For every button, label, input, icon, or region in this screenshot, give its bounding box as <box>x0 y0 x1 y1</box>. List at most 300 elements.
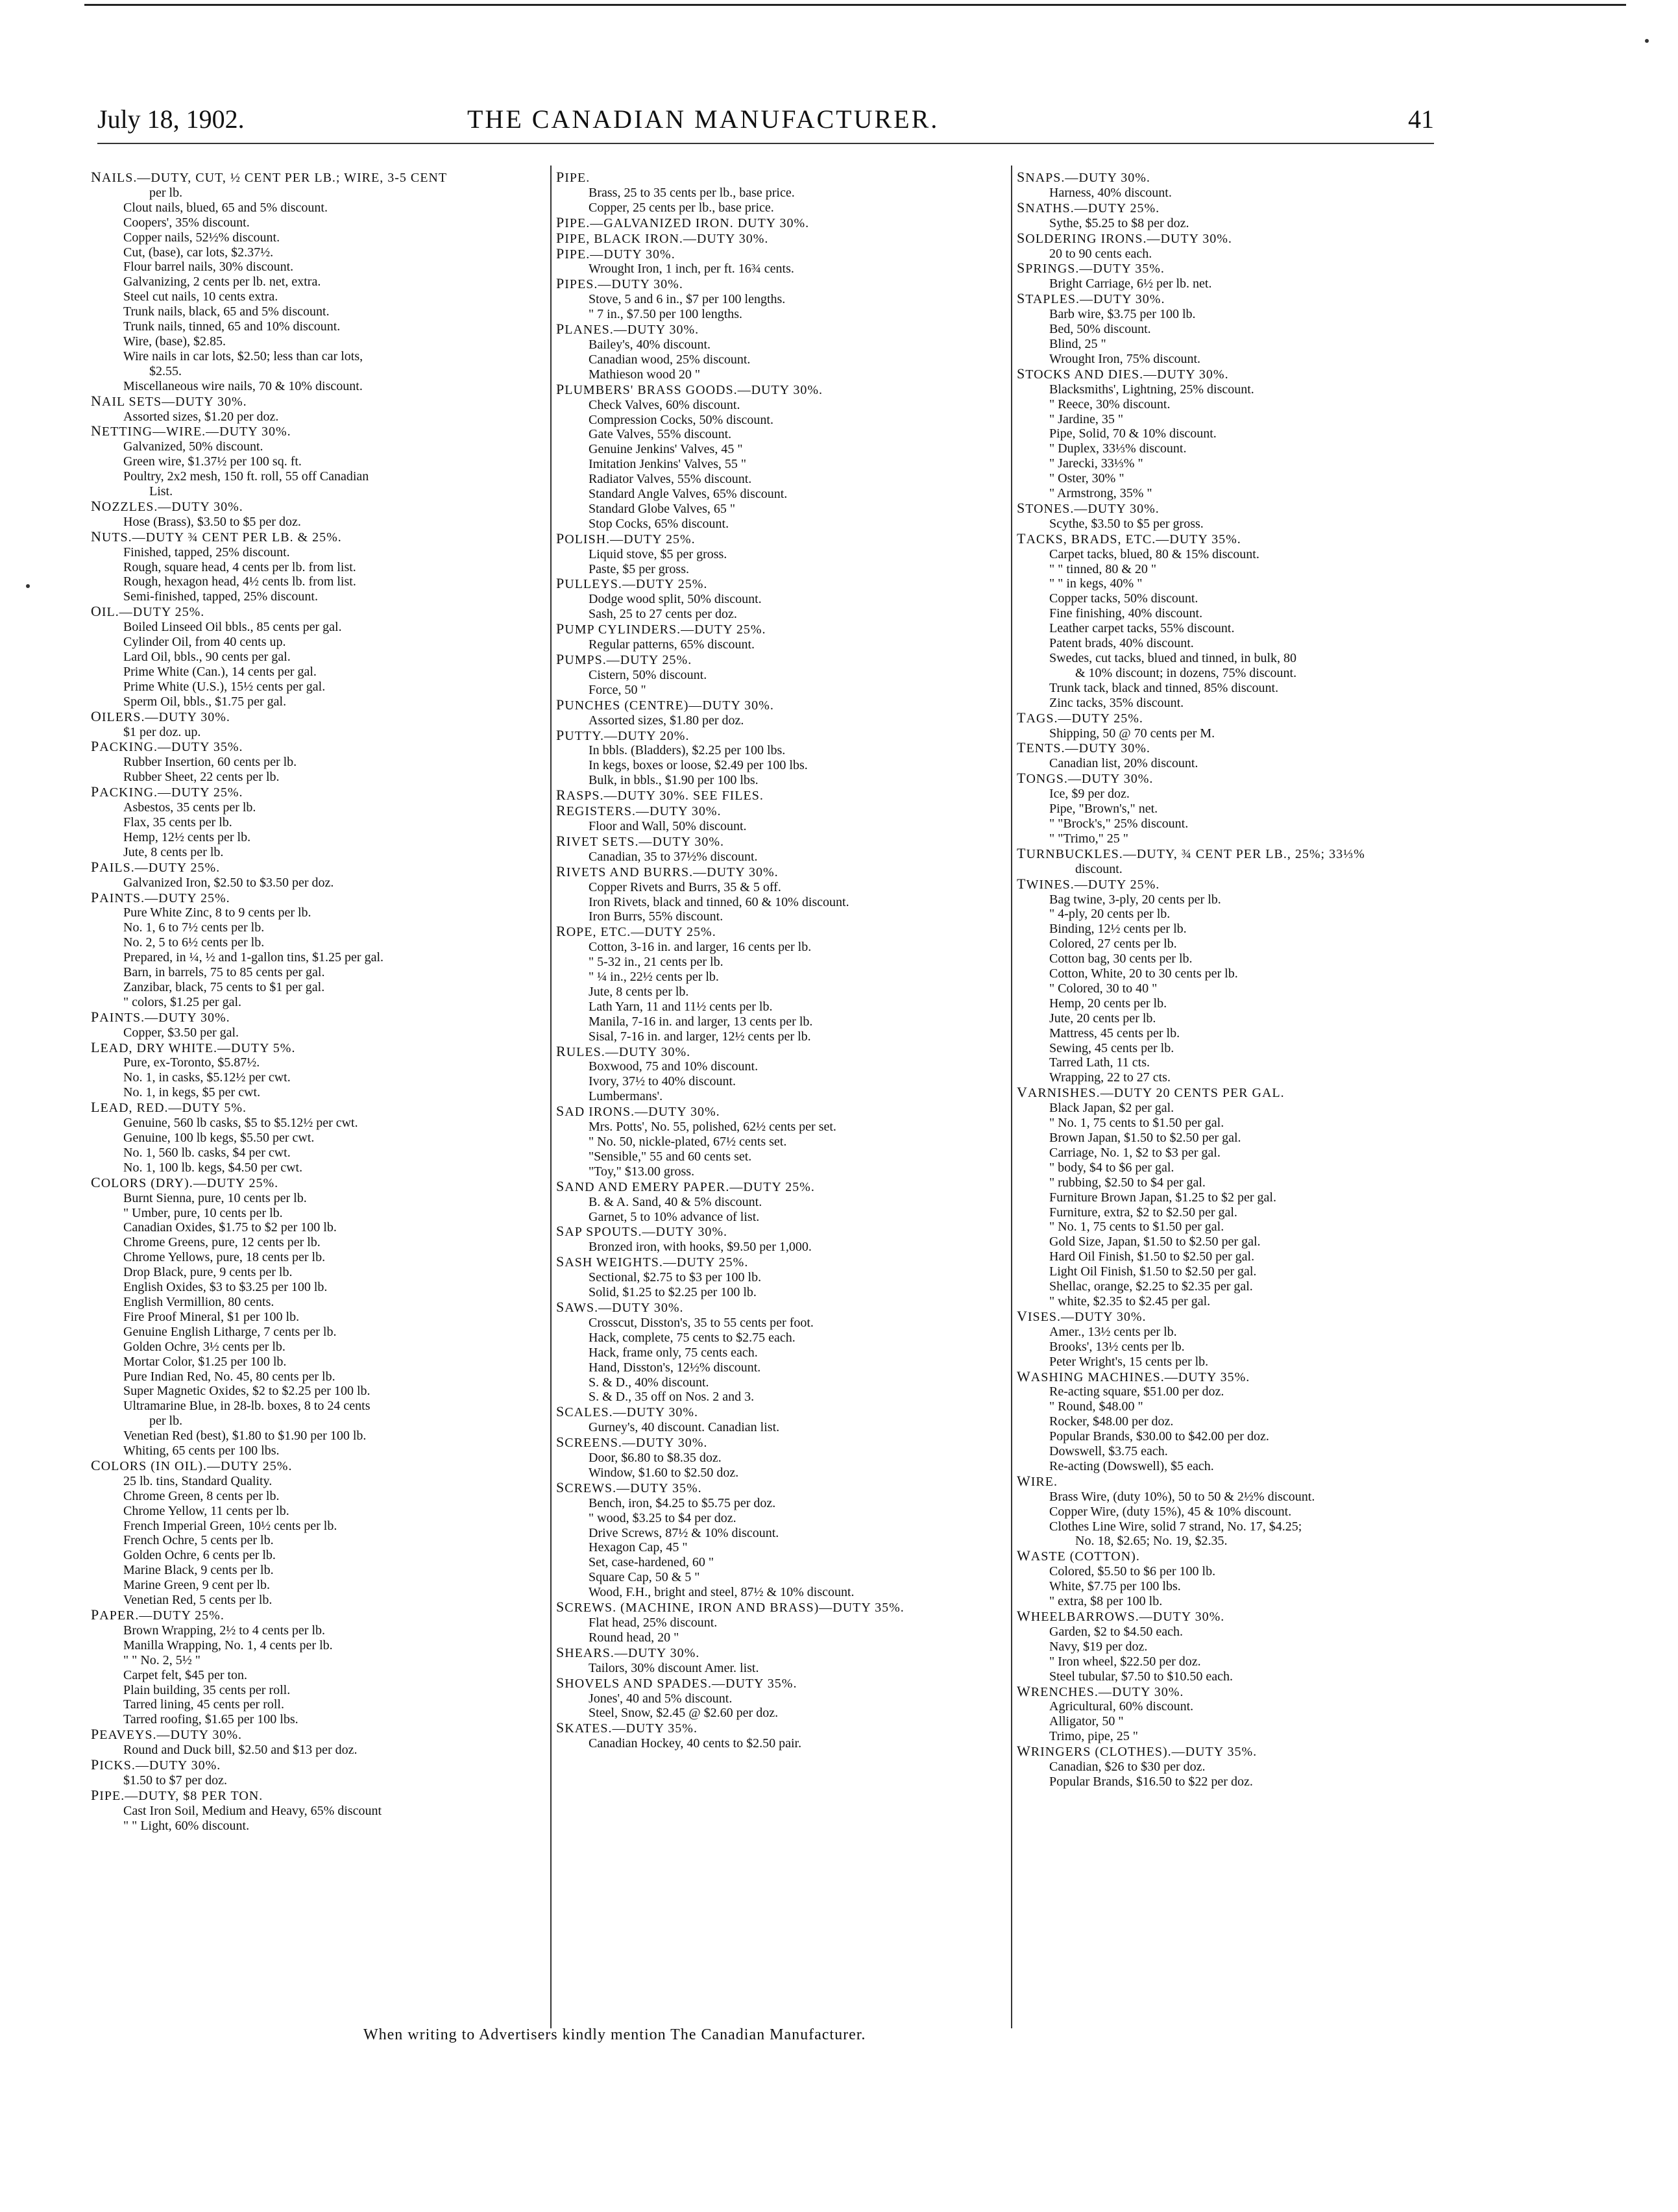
price-entry-line: Wrought Iron, 75% discount. <box>1049 351 1201 366</box>
price-entry-heading: REGISTERS.—DUTY 30%. <box>556 804 722 819</box>
price-entry-line: Wrought Iron, 1 inch, per ft. 16¾ cents. <box>589 262 794 276</box>
price-entry-line: Trunk tack, black and tinned, 85% discount. <box>1049 680 1279 695</box>
price-entry-line: Genuine, 560 lb casks, $5 to $5.12½ per cwt. <box>123 1116 358 1131</box>
price-entry-line: " No. 1, 75 cents to $1.50 per gal. <box>1049 1116 1224 1131</box>
price-entry-line: Sectional, $2.75 to $3 per 100 lb. <box>589 1270 762 1285</box>
price-entry-line: Mattress, 45 cents per lb. <box>1049 1026 1180 1040</box>
price-entry-line: Wood, F.H., bright and steel, 87½ & 10% discount. <box>589 1585 855 1600</box>
price-entry-heading: PUMPS.—DUTY 25%. <box>556 652 692 667</box>
price-entry-heading: PACKING.—DUTY 25%. <box>91 785 243 800</box>
price-entry-line: Copper, 25 cents per lb., base price. <box>589 200 774 215</box>
price-entry-line: Barb wire, $3.75 per 100 lb. <box>1049 307 1196 322</box>
price-entry-line: Burnt Sienna, pure, 10 cents per lb. <box>123 1190 307 1205</box>
price-entry-line: Stove, 5 and 6 in., $7 per 100 lengths. <box>589 292 786 307</box>
price-entry-line: Fine finishing, 40% discount. <box>1049 606 1203 621</box>
price-entry-line: Brass Wire, (duty 10%), 50 to 50 & 2½% discount. <box>1049 1489 1315 1504</box>
price-entry-line: Marine Black, 9 cents per lb. <box>123 1563 274 1578</box>
price-entry-line: Sperm Oil, bbls., $1.75 per gal. <box>123 694 287 709</box>
price-entry-heading: PIPE.—DUTY 30%. <box>556 246 675 262</box>
price-entry-line: Sythe, $5.25 to $8 per doz. <box>1049 215 1189 230</box>
price-entry-heading: NUTS.—DUTY ¾ CENT PER LB. & 25%. <box>91 529 342 545</box>
price-entry-line: Binding, 12½ cents per lb. <box>1049 922 1187 937</box>
price-entry-line: Rough, square head, 4 cents per lb. from list. <box>123 559 356 574</box>
price-list-column-1 <box>91 170 542 1834</box>
price-entry-line: Hack, complete, 75 cents to $2.75 each. <box>589 1330 796 1345</box>
price-entry-line: Sewing, 45 cents per lb. <box>1049 1040 1174 1055</box>
price-entry-line: Iron Burrs, 55% discount. <box>589 909 723 924</box>
price-entry-line: Popular Brands, $16.50 to $22 per doz. <box>1049 1774 1253 1789</box>
price-entry-line: Solid, $1.25 to $2.25 per 100 lb. <box>589 1285 757 1300</box>
price-entry-heading: COLORS (IN OIL).—DUTY 25%. <box>91 1458 293 1473</box>
price-entry-line: Cistern, 50% discount. <box>589 667 707 682</box>
price-entry-line: Marine Green, 9 cent per lb. <box>123 1578 271 1593</box>
price-entry-heading: OILERS.—DUTY 30%. <box>91 709 230 724</box>
price-entry-line: Popular Brands, $30.00 to $42.00 per doz. <box>1049 1429 1269 1444</box>
price-entry-line: Hose (Brass), $3.50 to $5 per doz. <box>123 514 301 529</box>
price-entry-line: Genuine, 100 lb kegs, $5.50 per cwt. <box>123 1131 315 1145</box>
price-entry-heading: SAWS.—DUTY 30%. <box>556 1299 684 1315</box>
price-entry-line: Cut, (base), car lots, $2.37½. <box>123 245 274 260</box>
price-entry-line: $2.55. <box>149 363 182 378</box>
price-entry-heading: WHEELBARROWS.—DUTY 30%. <box>1017 1609 1225 1624</box>
price-entry-line: Boxwood, 75 and 10% discount. <box>589 1059 759 1074</box>
price-entry-line: Standard Globe Valves, 65 " <box>589 501 736 516</box>
price-entry-line: " rubbing, $2.50 to $4 per gal. <box>1049 1175 1206 1190</box>
price-entry-line: Light Oil Finish, $1.50 to $2.50 per gal. <box>1049 1264 1257 1279</box>
price-entry-line: Furniture Brown Japan, $1.25 to $2 per gal. <box>1049 1190 1276 1205</box>
price-entry-line: Swedes, cut tacks, blued and tinned, in bulk, 80 <box>1049 651 1297 665</box>
price-entry-line: Assorted sizes, $1.20 per doz. <box>123 409 279 424</box>
price-entry-line: Regular patterns, 65% discount. <box>589 637 755 652</box>
price-entry-line: " colors, $1.25 per gal. <box>123 994 242 1009</box>
price-entry-line: " Umber, pure, 10 cents per lb. <box>123 1205 283 1220</box>
price-entry-line: Brown Wrapping, 2½ to 4 cents per lb. <box>123 1623 325 1638</box>
price-entry-line: Colored, $5.50 to $6 per 100 lb. <box>1049 1564 1216 1579</box>
price-entry-line: Tarred roofing, $1.65 per 100 lbs. <box>123 1712 298 1727</box>
price-entry-line: Mortar Color, $1.25 per 100 lb. <box>123 1354 287 1369</box>
price-entry-line: Window, $1.60 to $2.50 doz. <box>589 1465 739 1480</box>
price-entry-line: Semi-finished, tapped, 25% discount. <box>123 589 318 604</box>
price-entry-line: Golden Ochre, 3½ cents per lb. <box>123 1339 286 1354</box>
price-entry-line: Door, $6.80 to $8.35 doz. <box>589 1451 722 1466</box>
price-entry-line: Iron Rivets, black and tinned, 60 & 10% discount. <box>589 894 849 909</box>
price-entry-line: "Sensible," 55 and 60 cents set. <box>589 1149 752 1164</box>
price-list-column-3 <box>1017 170 1445 1789</box>
price-entry-line: Clothes Line Wire, solid 7 strand, No. 17, $4.25; <box>1049 1519 1302 1534</box>
price-entry-heading: PUNCHES (CENTRE)—DUTY 30%. <box>556 697 774 713</box>
price-entry-line: $1 per doz. up. <box>123 724 201 739</box>
price-entry-heading: NAIL SETS—DUTY 30%. <box>91 393 247 409</box>
price-entry-heading: PUTTY.—DUTY 20%. <box>556 728 690 743</box>
price-entry-line: Brooks', 13½ cents per lb. <box>1049 1339 1185 1354</box>
price-entry-heading: SCREWS. (MACHINE, IRON AND BRASS)—DUTY 35%. <box>556 1600 905 1616</box>
price-entry-line: per lb. <box>149 1414 183 1429</box>
price-entry-line: Wire, (base), $2.85. <box>123 334 226 349</box>
price-entry-line: Bag twine, 3-ply, 20 cents per lb. <box>1049 892 1221 907</box>
price-entry-line: Garden, $2 to $4.50 each. <box>1049 1624 1184 1639</box>
price-entry-line: Clout nails, blued, 65 and 5% discount. <box>123 200 328 215</box>
price-entry-line: In bbls. (Bladders), $2.25 per 100 lbs. <box>589 743 786 758</box>
price-entry-line: " Oster, 30% " <box>1049 471 1125 486</box>
advertiser-footer-note: When writing to Advertisers kindly mention The Canadian Manufacturer. <box>363 2026 866 2043</box>
price-entry-line: Drive Screws, 87½ & 10% discount. <box>589 1525 779 1540</box>
price-entry-line: No. 2, 5 to 6½ cents per lb. <box>123 935 265 950</box>
price-entry-heading: RULES.—DUTY 30%. <box>556 1044 691 1059</box>
price-entry-heading: PIPE.—DUTY, $8 PER TON. <box>91 1788 263 1803</box>
price-entry-heading: PACKING.—DUTY 35%. <box>91 739 243 755</box>
price-entry-line: Cylinder Oil, from 40 cents up. <box>123 635 286 650</box>
price-entry-line: Brass, 25 to 35 cents per lb., base price. <box>589 185 795 200</box>
price-entry-line: Pipe, Solid, 70 & 10% discount. <box>1049 426 1217 441</box>
price-entry-line: Hemp, 20 cents per lb. <box>1049 996 1167 1011</box>
price-entry-line: Harness, 40% discount. <box>1049 185 1172 200</box>
price-entry-heading: PIPE.—GALVANIZED IRON. DUTY 30%. <box>556 215 810 230</box>
price-entry-line: Copper, $3.50 per gal. <box>123 1025 239 1040</box>
price-entry-line: Hexagon Cap, 45 " <box>589 1540 688 1555</box>
price-entry-line: Mathieson wood 20 " <box>589 367 701 382</box>
price-entry-line: 25 lb. tins, Standard Quality. <box>123 1473 273 1488</box>
running-head <box>97 104 1434 143</box>
price-entry-line: Jute, 8 cents per lb. <box>589 984 689 999</box>
price-entry-line: " extra, $8 per 100 lb. <box>1049 1594 1163 1609</box>
price-entry-line: French Ochre, 5 cents per lb. <box>123 1533 274 1548</box>
price-entry-line: Venetian Red, 5 cents per lb. <box>123 1593 273 1608</box>
price-entry-line: Flax, 35 cents per lb. <box>123 815 232 830</box>
price-entry-line: Gurney's, 40 discount. Canadian list. <box>589 1420 780 1435</box>
price-entry-line: Gold Size, Japan, $1.50 to $2.50 per gal. <box>1049 1235 1261 1249</box>
price-entry-line: Scythe, $3.50 to $5 per gross. <box>1049 516 1204 531</box>
price-entry-line: per lb. <box>149 185 183 200</box>
price-entry-line: Poultry, 2x2 mesh, 150 ft. roll, 55 off Canadian <box>123 469 369 484</box>
price-entry-line: Sash, 25 to 27 cents per doz. <box>589 607 737 622</box>
price-entry-line: Pure Indian Red, No. 45, 80 cents per lb. <box>123 1369 335 1384</box>
price-entry-line: Pure, ex-Toronto, $5.87½. <box>123 1055 260 1070</box>
price-entry-heading: SCREENS.—DUTY 30%. <box>556 1435 708 1451</box>
price-entry-line: $1.50 to $7 per doz. <box>123 1773 227 1788</box>
price-entry-line: Rocker, $48.00 per doz. <box>1049 1414 1174 1429</box>
price-entry-line: Bright Carriage, 6½ per lb. net. <box>1049 276 1212 291</box>
price-entry-line: Canadian list, 20% discount. <box>1049 756 1198 771</box>
price-entry-line: " "Trimo," 25 " <box>1049 831 1128 846</box>
price-entry-line: Whiting, 65 cents per 100 lbs. <box>123 1444 280 1458</box>
price-entry-line: Peter Wright's, 15 cents per lb. <box>1049 1354 1209 1369</box>
price-entry-heading: SAND AND EMERY PAPER.—DUTY 25%. <box>556 1179 815 1194</box>
price-entry-line: Zanzibar, black, 75 cents to $1 per gal. <box>123 979 325 994</box>
price-entry-line: " " Light, 60% discount. <box>123 1818 250 1833</box>
price-entry-line: Crosscut, Disston's, 35 to 55 cents per foot. <box>589 1315 814 1330</box>
price-entry-line: Colored, 27 cents per lb. <box>1049 937 1177 952</box>
price-entry-heading: ROPE, ETC.—DUTY 25%. <box>556 924 716 940</box>
price-entry-heading: TONGS.—DUTY 30%. <box>1017 771 1154 787</box>
price-entry-line: Round head, 20 " <box>589 1630 679 1645</box>
price-entry-line: Bailey's, 40% discount. <box>589 337 711 352</box>
price-entry-heading: PAINTS.—DUTY 30%. <box>91 1009 230 1025</box>
price-entry-line: Fire Proof Mineral, $1 per 100 lb. <box>123 1309 300 1324</box>
price-entry-line: Canadian, $26 to $30 per doz. <box>1049 1760 1206 1775</box>
price-entry-line: No. 18, $2.65; No. 19, $2.35. <box>1075 1534 1228 1549</box>
price-entry-line: Cast Iron Soil, Medium and Heavy, 65% discount <box>123 1803 382 1818</box>
price-entry-line: discount. <box>1075 861 1123 876</box>
price-entry-line: Alligator, 50 " <box>1049 1714 1124 1729</box>
price-entry-line: Galvanized, 50% discount. <box>123 439 263 454</box>
price-entry-line: Amer., 13½ cents per lb. <box>1049 1324 1177 1339</box>
price-entry-heading: PULLEYS.—DUTY 25%. <box>556 576 708 592</box>
price-entry-heading: SHEARS.—DUTY 30%. <box>556 1645 700 1660</box>
price-entry-heading: NAILS.—DUTY, CUT, ½ CENT PER LB.; WIRE, 3-5 CENT <box>91 170 448 185</box>
price-entry-heading: WRINGERS (CLOTHES).—DUTY 35%. <box>1017 1744 1258 1760</box>
price-entry-line: No. 1, in casks, $5.12½ per cwt. <box>123 1070 291 1085</box>
price-entry-heading: SNAPS.—DUTY 30%. <box>1017 170 1150 185</box>
price-entry-line: Finished, tapped, 25% discount. <box>123 545 290 559</box>
price-entry-line: Copper tacks, 50% discount. <box>1049 591 1198 606</box>
price-entry-line: Flour barrel nails, 30% discount. <box>123 260 294 275</box>
price-entry-line: Hemp, 12½ cents per lb. <box>123 830 251 844</box>
top-border-rule <box>84 4 1626 6</box>
price-entry-heading: SCALES.—DUTY 30%. <box>556 1405 699 1420</box>
price-entry-line: Garnet, 5 to 10% advance of list. <box>589 1209 760 1224</box>
price-entry-line: Rough, hexagon head, 4½ cents lb. from list. <box>123 574 356 589</box>
header-rule <box>97 143 1434 144</box>
price-entry-heading: PIPE, BLACK IRON.—DUTY 30%. <box>556 230 769 246</box>
price-entry-heading: VISES.—DUTY 30%. <box>1017 1309 1147 1324</box>
price-entry-heading: NOZZLES.—DUTY 30%. <box>91 498 243 514</box>
price-entry-heading: SCREWS.—DUTY 35%. <box>556 1480 702 1495</box>
price-entry-line: Prepared, in ¼, ½ and 1-gallon tins, $1.25 per gal. <box>123 950 384 965</box>
price-entry-line: Trunk nails, black, 65 and 5% discount. <box>123 304 330 319</box>
price-entry-heading: TACKS, BRADS, ETC.—DUTY 35%. <box>1017 531 1241 547</box>
price-entry-heading: RASPS.—DUTY 30%. SEE FILES. <box>556 788 764 804</box>
price-entry-line: " 4-ply, 20 cents per lb. <box>1049 907 1171 922</box>
price-entry-line: Blind, 25 " <box>1049 336 1106 351</box>
price-entry-line: Ultramarine Blue, in 28-lb. boxes, 8 to 24 cents <box>123 1399 371 1414</box>
price-entry-heading: RIVET SETS.—DUTY 30%. <box>556 833 725 849</box>
price-entry-line: Pipe, "Brown's," net. <box>1049 802 1158 817</box>
price-entry-line: Rubber Insertion, 60 cents per lb. <box>123 755 297 770</box>
price-entry-heading: COLORS (DRY).—DUTY 25%. <box>91 1175 279 1190</box>
price-entry-line: Genuine Jenkins' Valves, 45 " <box>589 442 743 457</box>
price-entry-line: Manilla Wrapping, No. 1, 4 cents per lb. <box>123 1638 333 1653</box>
publication-title: THE CANADIAN MANUFACTURER. <box>467 104 940 134</box>
price-entry-line: " No. 50, nickle-plated, 67½ cents set. <box>589 1135 787 1149</box>
price-entry-line: Galvanized Iron, $2.50 to $3.50 per doz. <box>123 875 334 890</box>
price-entry-heading: RIVETS AND BURRS.—DUTY 30%. <box>556 864 779 879</box>
price-entry-line: Compression Cocks, 50% discount. <box>589 412 773 427</box>
price-entry-line: Hack, frame only, 75 cents each. <box>589 1345 758 1360</box>
price-entry-line: Carpet felt, $45 per ton. <box>123 1667 248 1682</box>
price-entry-line: Boiled Linseed Oil bbls., 85 cents per gal. <box>123 620 342 635</box>
price-entry-line: Gate Valves, 55% discount. <box>589 427 732 442</box>
price-entry-line: Assorted sizes, $1.80 per doz. <box>589 713 744 728</box>
price-entry-line: Paste, $5 per gross. <box>589 561 689 576</box>
price-entry-line: " 7 in., $7.50 per 100 lengths. <box>589 307 743 322</box>
price-entry-heading: SPRINGS.—DUTY 35%. <box>1017 261 1165 276</box>
price-entry-heading: PIPE. <box>556 170 590 185</box>
price-entry-heading: TAGS.—DUTY 25%. <box>1017 710 1143 726</box>
price-entry-line: Trunk nails, tinned, 65 and 10% discount. <box>123 319 341 334</box>
price-entry-heading: PLUMBERS' BRASS GOODS.—DUTY 30%. <box>556 382 823 397</box>
price-entry-line: Check Valves, 60% discount. <box>589 397 740 412</box>
price-entry-line: Cotton, White, 20 to 30 cents per lb. <box>1049 966 1238 981</box>
price-entry-heading: TENTS.—DUTY 30%. <box>1017 741 1150 756</box>
price-entry-line: Standard Angle Valves, 65% discount. <box>589 487 788 502</box>
price-entry-line: Jones', 40 and 5% discount. <box>589 1691 733 1706</box>
price-entry-line: Chrome Greens, pure, 12 cents per lb. <box>123 1235 321 1250</box>
price-entry-line: Asbestos, 35 cents per lb. <box>123 800 256 815</box>
price-entry-line: No. 1, 6 to 7½ cents per lb. <box>123 920 265 935</box>
price-entry-line: Tarred lining, 45 cents per roll. <box>123 1697 284 1712</box>
price-entry-heading: SNATHS.—DUTY 25%. <box>1017 200 1160 215</box>
price-entry-line: Wire nails in car lots, $2.50; less than car lots, <box>123 349 363 363</box>
price-entry-heading: PIPES.—DUTY 30%. <box>556 276 683 292</box>
price-entry-line: Bed, 50% discount. <box>1049 322 1151 337</box>
price-entry-line: Chrome Yellow, 11 cents per lb. <box>123 1503 289 1518</box>
price-entry-line: Ivory, 37½ to 40% discount. <box>589 1074 736 1089</box>
price-entry-line: S. & D., 40% discount. <box>589 1375 709 1390</box>
price-entry-line: Zinc tacks, 35% discount. <box>1049 695 1184 710</box>
price-entry-line: Steel, Snow, $2.45 @ $2.60 per doz. <box>589 1706 779 1721</box>
column-divider-2 <box>1011 166 1012 2028</box>
price-entry-line: Plain building, 35 cents per roll. <box>123 1682 291 1697</box>
price-entry-line: Patent brads, 40% discount. <box>1049 636 1194 651</box>
price-entry-line: Agricultural, 60% discount. <box>1049 1699 1194 1714</box>
price-entry-line: Mrs. Potts', No. 55, polished, 62½ cents per set. <box>589 1120 836 1135</box>
price-entry-line: Canadian Hockey, 40 cents to $2.50 pair. <box>589 1736 802 1751</box>
price-list-column-2 <box>556 170 1004 1751</box>
price-entry-line: " " in kegs, 40% " <box>1049 576 1143 591</box>
price-entry-heading: SAD IRONS.—DUTY 30%. <box>556 1104 720 1120</box>
price-entry-heading: TWINES.—DUTY 25%. <box>1017 876 1160 892</box>
issue-date: July 18, 1902. <box>97 104 245 134</box>
price-entry-line: Copper Wire, (duty 15%), 45 & 10% discount. <box>1049 1504 1292 1519</box>
price-entry-line: Prime White (U.S.), 15½ cents per gal. <box>123 679 326 694</box>
price-entry-line: Square Cap, 50 & 5 " <box>589 1570 700 1585</box>
price-entry-line: " Armstrong, 35% " <box>1049 486 1152 501</box>
price-entry-line: "Toy," $13.00 gross. <box>589 1164 695 1179</box>
price-entry-line: " " No. 2, 5½ " <box>123 1653 201 1667</box>
price-entry-line: Round and Duck bill, $2.50 and $13 per doz. <box>123 1743 358 1758</box>
price-entry-line: Lard Oil, bbls., 90 cents per gal. <box>123 650 291 664</box>
price-entry-heading: OIL.—DUTY 25%. <box>91 604 205 620</box>
price-entry-line: 20 to 90 cents each. <box>1049 246 1152 261</box>
price-entry-line: Chrome Yellows, pure, 18 cents per lb. <box>123 1250 326 1265</box>
price-entry-line: Ice, $9 per doz. <box>1049 787 1130 802</box>
price-entry-line: " " tinned, 80 & 20 " <box>1049 561 1157 576</box>
price-entry-heading: NETTING—WIRE.—DUTY 30%. <box>91 424 291 439</box>
price-entry-line: S. & D., 35 off on Nos. 2 and 3. <box>589 1390 755 1405</box>
price-entry-line: Bronzed iron, with hooks, $9.50 per 1,000. <box>589 1240 812 1255</box>
price-entry-line: Re-acting (Dowswell), $5 each. <box>1049 1458 1214 1473</box>
price-entry-line: Barn, in barrels, 75 to 85 cents per gal. <box>123 965 325 980</box>
price-entry-line: No. 1, 100 lb. kegs, $4.50 per cwt. <box>123 1160 303 1175</box>
price-entry-line: " body, $4 to $6 per gal. <box>1049 1160 1174 1175</box>
price-entry-line: Imitation Jenkins' Valves, 55 " <box>589 457 747 472</box>
price-entry-heading: WASTE (COTTON). <box>1017 1549 1140 1564</box>
price-entry-heading: PLANES.—DUTY 30%. <box>556 322 699 338</box>
price-entry-line: Steel cut nails, 10 cents extra. <box>123 289 278 304</box>
column-divider-1 <box>550 166 552 2028</box>
price-entry-line: Golden Ochre, 6 cents per lb. <box>123 1548 276 1563</box>
price-entry-line: No. 1, in kegs, $5 per cwt. <box>123 1085 261 1100</box>
price-entry-line: Trimo, pipe, 25 " <box>1049 1729 1138 1744</box>
price-entry-line: Set, case-hardened, 60 " <box>589 1555 714 1570</box>
price-entry-line: Canadian Oxides, $1.75 to $2 per 100 lb. <box>123 1220 337 1235</box>
price-entry-line: " ¼ in., 22½ cents per lb. <box>589 970 719 985</box>
price-entry-heading: STONES.—DUTY 30%. <box>1017 500 1160 516</box>
page-number: 41 <box>1408 104 1434 134</box>
price-entry-line: " Iron wheel, $22.50 per doz. <box>1049 1654 1201 1669</box>
price-entry-line: Manila, 7-16 in. and larger, 13 cents per lb. <box>589 1014 813 1029</box>
price-entry-line: Blacksmiths', Lightning, 25% discount. <box>1049 382 1254 397</box>
price-entry-heading: LEAD, RED.—DUTY 5%. <box>91 1100 247 1116</box>
price-entry-line: Tarred Lath, 11 cts. <box>1049 1055 1150 1070</box>
price-entry-line: Dodge wood split, 50% discount. <box>589 592 762 607</box>
price-entry-line: " Round, $48.00 " <box>1049 1399 1143 1414</box>
price-entry-line: Sisal, 7-16 in. and larger, 12½ cents per lb. <box>589 1029 811 1044</box>
price-entry-line: English Oxides, $3 to $3.25 per 100 lb. <box>123 1280 328 1295</box>
price-entry-line: Cotton, 3-16 in. and larger, 16 cents per lb. <box>589 940 812 955</box>
price-entry-line: Rubber Sheet, 22 cents per lb. <box>123 770 280 785</box>
price-entry-line: Wrapping, 22 to 27 cts. <box>1049 1070 1171 1085</box>
price-entry-line: Hard Oil Finish, $1.50 to $2.50 per gal. <box>1049 1249 1255 1264</box>
price-entry-heading: LEAD, DRY WHITE.—DUTY 5%. <box>91 1040 296 1055</box>
price-entry-heading: TURNBUCKLES.—DUTY, ¾ CENT PER LB., 25%; 33⅓% <box>1017 846 1365 861</box>
price-entry-heading: VARNISHES.—DUTY 20 CENTS PER GAL. <box>1017 1085 1285 1101</box>
price-entry-line: Tailors, 30% discount Amer. list. <box>589 1660 759 1675</box>
price-entry-line: " Duplex, 33⅓% discount. <box>1049 441 1187 456</box>
price-entry-heading: SKATES.—DUTY 35%. <box>556 1721 698 1736</box>
price-entry-line: " No. 1, 75 cents to $1.50 per gal. <box>1049 1220 1224 1235</box>
price-entry-heading: STAPLES.—DUTY 30%. <box>1017 291 1165 307</box>
price-entry-line: List. <box>149 484 173 499</box>
price-entry-heading: PUMP CYLINDERS.—DUTY 25%. <box>556 622 766 637</box>
price-entry-line: Galvanizing, 2 cents per lb. net, extra. <box>123 275 321 289</box>
price-entry-heading: STOCKS AND DIES.—DUTY 30%. <box>1017 366 1229 382</box>
price-entry-line: " Colored, 30 to 40 " <box>1049 981 1158 996</box>
price-entry-line: Chrome Green, 8 cents per lb. <box>123 1488 280 1503</box>
price-entry-line: Floor and Wall, 50% discount. <box>589 818 747 833</box>
price-entry-line: Steel tubular, $7.50 to $10.50 each. <box>1049 1669 1234 1684</box>
price-entry-line: " white, $2.35 to $2.45 per gal. <box>1049 1294 1211 1309</box>
price-entry-line: Green wire, $1.37½ per 100 sq. ft. <box>123 454 302 469</box>
price-entry-heading: PAPER.—DUTY 25%. <box>91 1608 225 1623</box>
price-entry-line: " Jarecki, 33⅓% " <box>1049 456 1143 471</box>
price-entry-line: Copper Rivets and Burrs, 35 & 5 off. <box>589 879 781 894</box>
price-entry-line: Shellac, orange, $2.25 to $2.35 per gal. <box>1049 1279 1253 1294</box>
price-entry-line: Drop Black, pure, 9 cents per lb. <box>123 1265 293 1280</box>
price-entry-line: Navy, $19 per doz. <box>1049 1639 1148 1654</box>
price-entry-heading: SHOVELS AND SPADES.—DUTY 35%. <box>556 1675 797 1691</box>
price-entry-line: White, $7.75 per 100 lbs. <box>1049 1579 1181 1594</box>
price-entry-heading: SAP SPOUTS.—DUTY 30%. <box>556 1224 728 1240</box>
price-entry-line: Re-acting square, $51.00 per doz. <box>1049 1384 1224 1399</box>
price-entry-line: Lumbermans'. <box>589 1089 663 1104</box>
price-entry-line: Coopers', 35% discount. <box>123 215 250 230</box>
price-entry-line: Canadian wood, 25% discount. <box>589 352 751 367</box>
price-entry-line: Pure White Zinc, 8 to 9 cents per lb. <box>123 905 311 920</box>
price-entry-line: Lath Yarn, 11 and 11½ cents per lb. <box>589 999 773 1014</box>
price-entry-heading: WIRE. <box>1017 1473 1058 1489</box>
price-entry-line: Miscellaneous wire nails, 70 & 10% discount. <box>123 378 363 393</box>
price-entry-line: Bulk, in bbls., $1.90 per 100 lbs. <box>589 773 759 788</box>
price-entry-line: Jute, 20 cents per lb. <box>1049 1011 1156 1026</box>
price-entry-line: In kegs, boxes or loose, $2.49 per 100 lbs. <box>589 758 808 773</box>
price-entry-line: Leather carpet tacks, 55% discount. <box>1049 621 1235 636</box>
price-entry-line: Furniture, extra, $2 to $2.50 per gal. <box>1049 1205 1237 1220</box>
price-entry-line: " Jardine, 35 " <box>1049 412 1124 426</box>
price-entry-line: " wood, $3.25 to $4 per doz. <box>589 1510 736 1525</box>
price-entry-heading: PEAVEYS.—DUTY 30%. <box>91 1727 243 1743</box>
price-entry-heading: POLISH.—DUTY 25%. <box>556 531 696 547</box>
